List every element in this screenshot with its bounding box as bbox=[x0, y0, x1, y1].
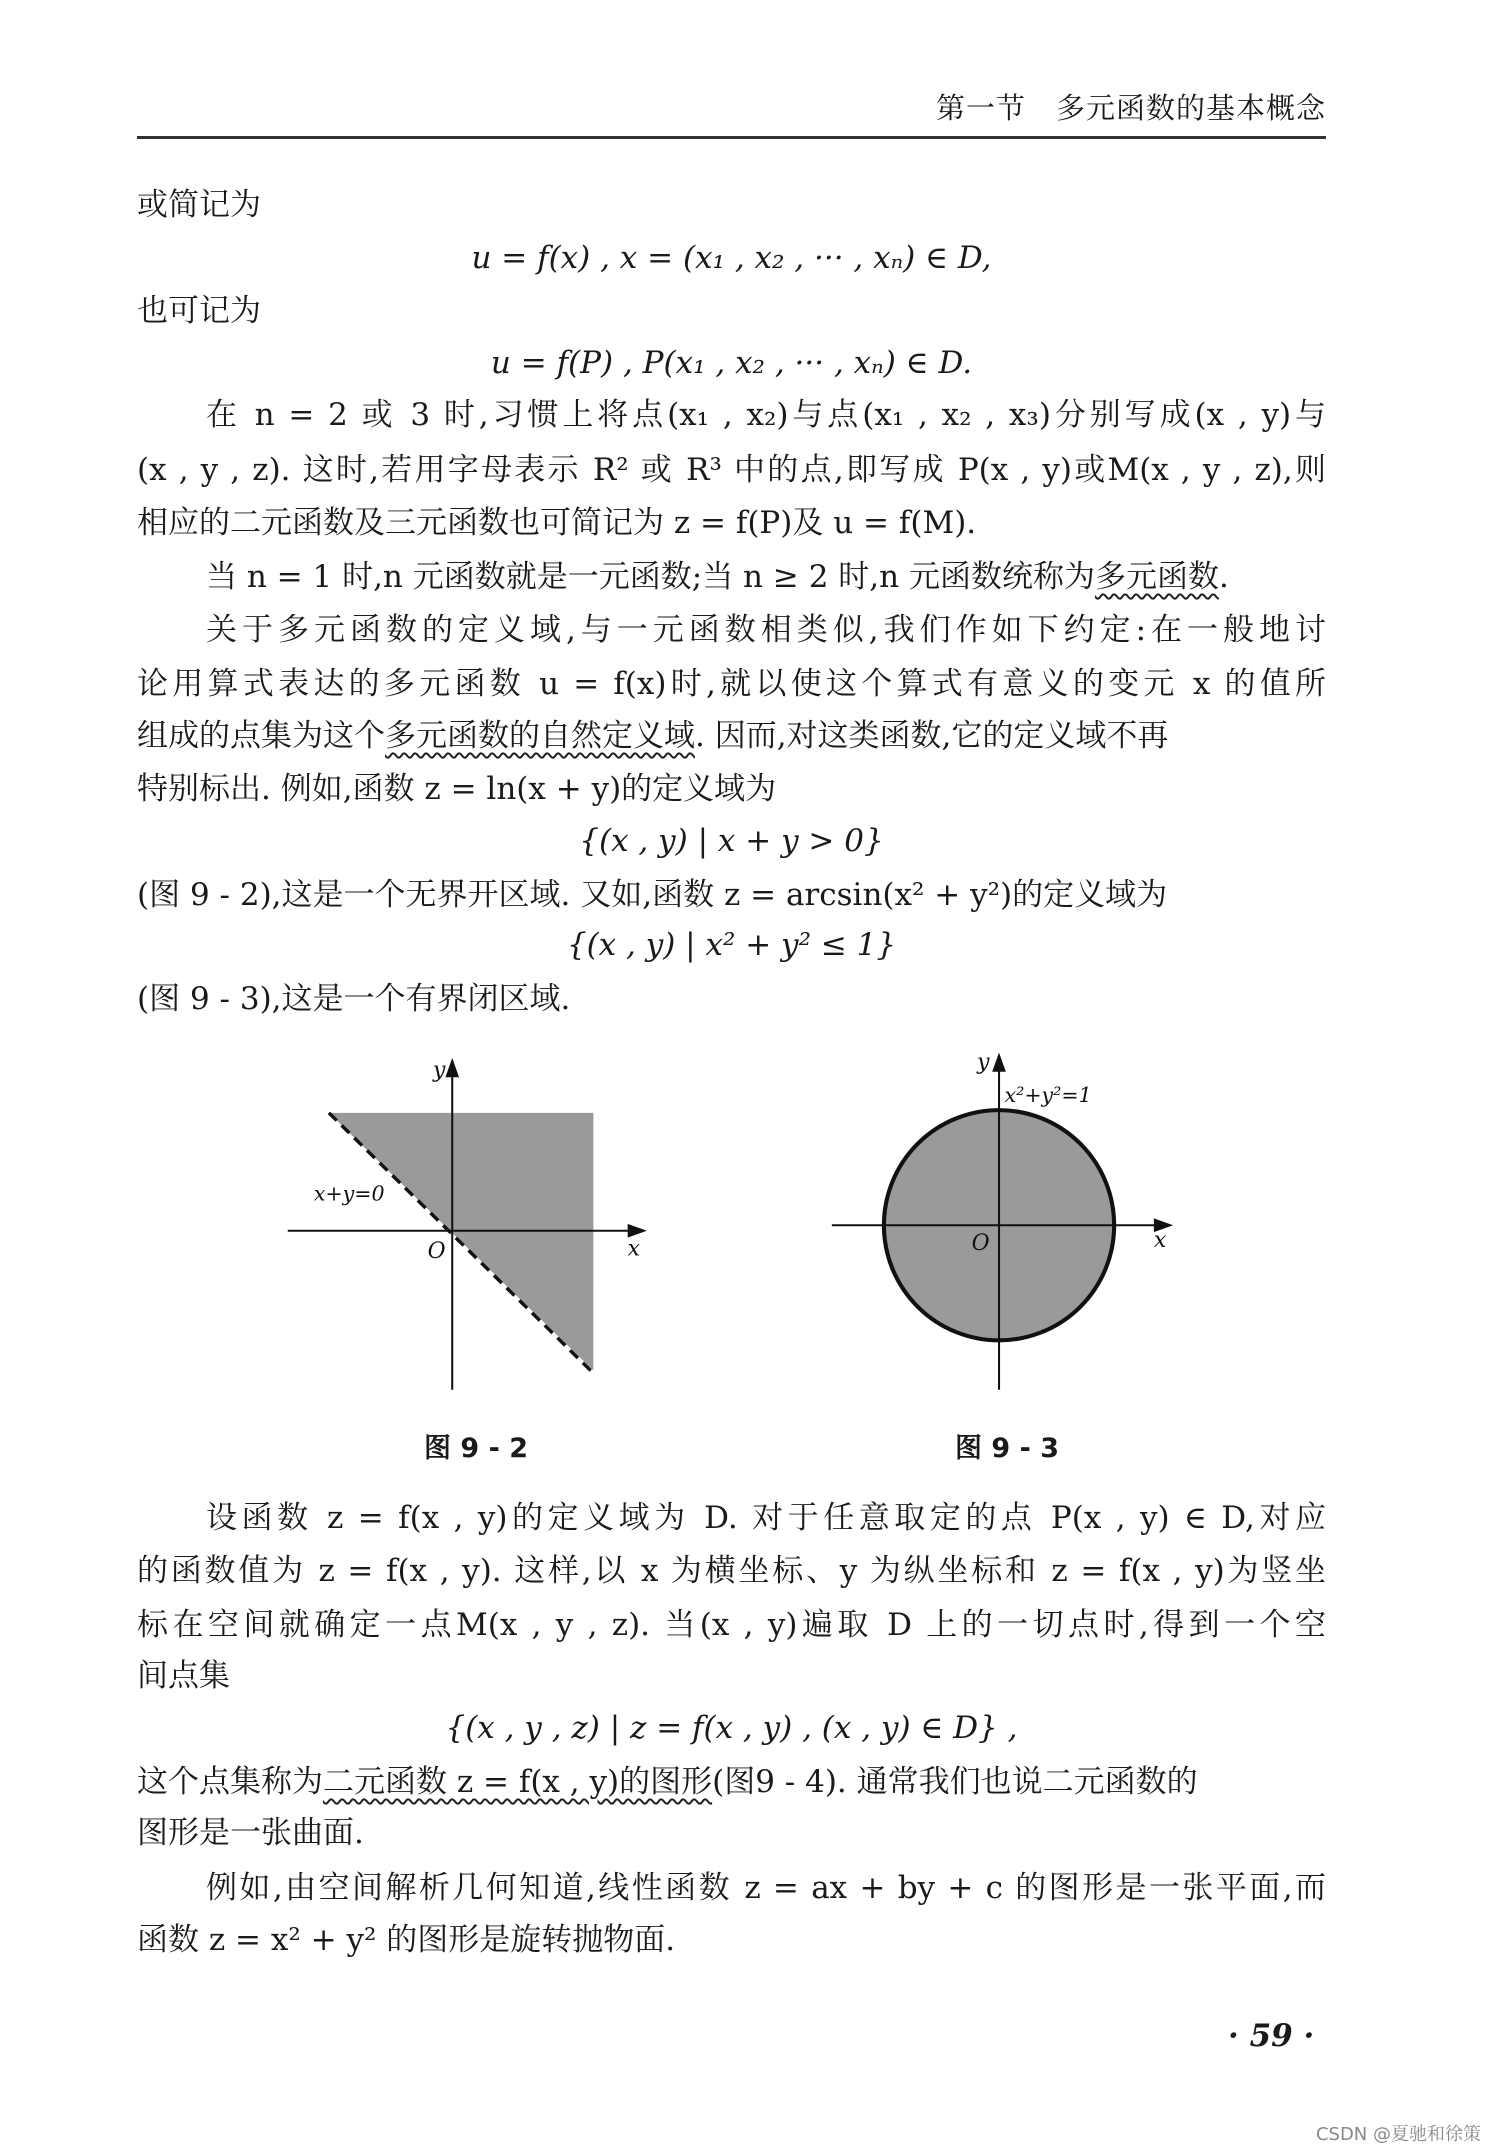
figure-caption: 图 9 - 2 bbox=[424, 1433, 528, 1464]
text-span: 这个点集称为 bbox=[137, 1764, 323, 1800]
text-line: 函数 z = x² + y² 的图形是旋转抛物面. bbox=[137, 1922, 676, 1958]
text-line: 也可记为 bbox=[137, 293, 261, 329]
text-line bbox=[137, 1762, 1198, 1802]
text-line: 关于多元函数的定义域,与一元函数相类似,我们作如下约定:在一般地讨 bbox=[206, 612, 1326, 648]
formula: {(x , y , z) | z = f(x , y) , (x , y) ∈ D} , bbox=[445, 1710, 1018, 1746]
figure-caption: 图 9 - 3 bbox=[955, 1433, 1059, 1464]
origin-label: O bbox=[971, 1230, 990, 1256]
text-line: (x , y , z). 这时,若用字母表示 R² 或 R³ 中的点,即写成 P(x , y)或M(x , y , z),则 bbox=[137, 452, 1326, 488]
formula: {(x , y) | x² + y² ≤ 1} bbox=[566, 927, 897, 963]
term-natural-domain: 多元函数的自然定义域 bbox=[385, 718, 695, 754]
line-label: x+y=0 bbox=[313, 1181, 385, 1206]
text-span: . 因而,对这类函数,它的定义域不再 bbox=[695, 718, 1169, 754]
section-number: 第一节 bbox=[935, 91, 1026, 125]
circle-label: x²+y²=1 bbox=[1004, 1082, 1092, 1107]
text-line: 标在空间就确定一点M(x , y , z). 当(x , y)遍取 D 上的一切点时,得到一个空 bbox=[137, 1607, 1326, 1643]
x-axis-label: x bbox=[627, 1236, 641, 1262]
formula: {(x , y) | x + y > 0} bbox=[579, 823, 884, 859]
text-line: 例如,由空间解析几何知道,线性函数 z = ax + by + c 的图形是一张平面,而 bbox=[206, 1870, 1326, 1906]
text-span: 当 n = 1 时,n 元函数就是一元函数;当 n ≥ 2 时,n 元函数统称为 bbox=[206, 559, 1095, 595]
y-axis-label: y bbox=[977, 1050, 990, 1076]
text-line: (图 9 - 3),这是一个有界闭区域. bbox=[137, 981, 571, 1017]
text-line: 特别标出. 例如,函数 z = ln(x + y)的定义域为 bbox=[137, 771, 777, 807]
text-line: 的函数值为 z = f(x , y). 这样,以 x 为横坐标、y 为纵坐标和 z = f(x , y)为竖坐 bbox=[137, 1553, 1326, 1589]
text-line: 设函数 z = f(x , y)的定义域为 D. 对于任意取定的点 P(x , y) ∈ D,对应 bbox=[206, 1500, 1326, 1536]
text-line: (图 9 - 2),这是一个无界开区域. 又如,函数 z = arcsin(x² + y²)的定义域为 bbox=[137, 877, 1168, 913]
origin-label: O bbox=[427, 1239, 446, 1265]
page-number: · 59 · bbox=[1228, 2018, 1315, 2054]
text-span: 组成的点集为这个 bbox=[137, 718, 385, 754]
figure-9-2 bbox=[288, 1058, 647, 1390]
watermark: CSDN @夏驰和徐策 bbox=[1315, 2124, 1481, 2145]
text-line: 在 n = 2 或 3 时,习惯上将点(x₁ , x₂)与点(x₁ , x₂ , x₃)分别写成(x , y)与 bbox=[206, 397, 1326, 433]
text-span: (图9 - 4). 通常我们也说二元函数的 bbox=[712, 1764, 1198, 1800]
y-axis-label: y bbox=[433, 1058, 446, 1084]
text-line: 相应的二元函数及三元函数也可简记为 z = f(P)及 u = f(M). bbox=[137, 505, 977, 541]
text-line: 间点集 bbox=[137, 1658, 230, 1694]
section-title: 多元函数的基本概念 bbox=[1055, 91, 1326, 125]
x-axis-label: x bbox=[1153, 1228, 1167, 1254]
text-line: 或简记为 bbox=[137, 187, 261, 223]
term-graph-of-function: 二元函数 z = f(x , y)的图形 bbox=[323, 1764, 713, 1800]
text-line: 论用算式表达的多元函数 u = f(x)时,就以使这个算式有意义的变元 x 的值所 bbox=[137, 666, 1326, 702]
y-axis-arrow-icon bbox=[445, 1058, 459, 1077]
figure-9-3 bbox=[832, 1050, 1173, 1390]
y-axis-arrow-icon bbox=[992, 1053, 1006, 1072]
text-line: 图形是一张曲面. bbox=[137, 1815, 364, 1851]
formula: u = f(x) , x = (x₁ , x₂ , ··· , xₙ) ∈ D, bbox=[471, 240, 992, 276]
formula: u = f(P) , P(x₁ , x₂ , ··· , xₙ) ∈ D. bbox=[490, 345, 973, 381]
text-span: . bbox=[1218, 559, 1229, 595]
term-multivariate-function: 多元函数 bbox=[1094, 559, 1219, 595]
